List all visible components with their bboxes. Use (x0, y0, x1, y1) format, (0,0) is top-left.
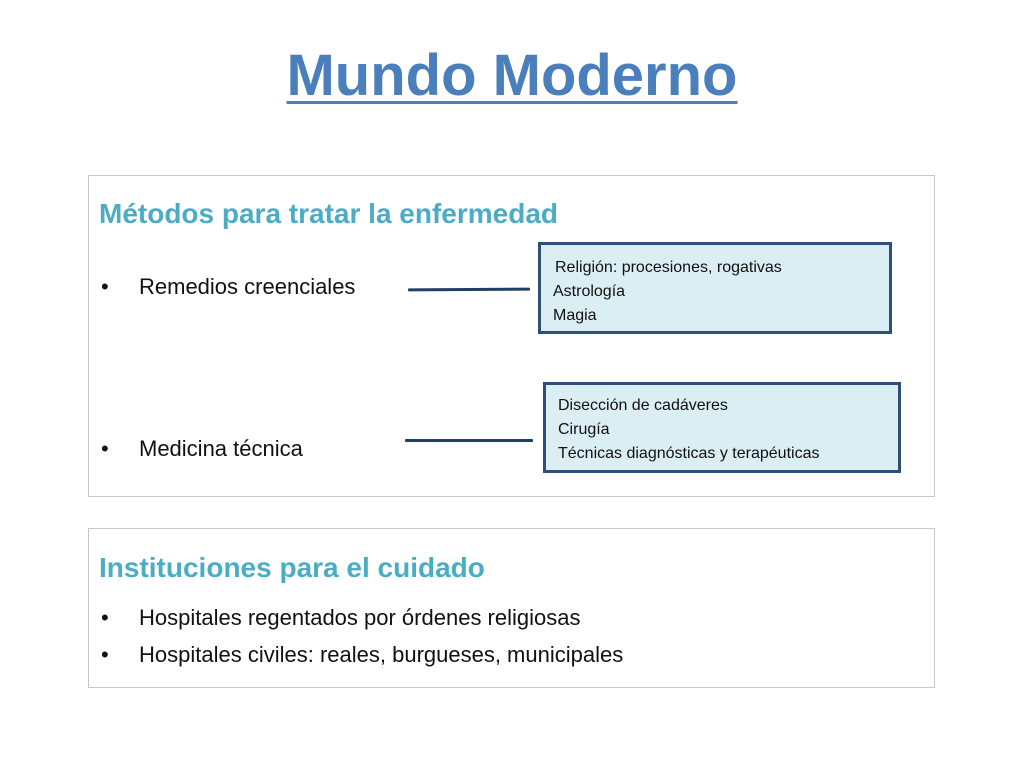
institutions-heading: Instituciones para el cuidado (99, 552, 485, 583)
methods-heading: Métodos para tratar la enfermedad (99, 198, 559, 229)
bullet-marker: • (101, 274, 109, 299)
detail-line: Cirugía (558, 421, 610, 438)
bullet-item-label: Hospitales civiles: reales, burgueses, municipales (139, 642, 624, 667)
bullet-item-label: Medicina técnica (139, 436, 303, 461)
bullet-item-label: Remedios creenciales (139, 274, 356, 299)
bullet-item-hospitales-civiles (99, 642, 623, 668)
bullet-item-medicina-tecnica (99, 436, 303, 462)
connector-line-remedios (408, 288, 530, 292)
bullet-item-hospitales-religiosos (99, 605, 580, 631)
connector-line-medicina (405, 439, 533, 442)
detail-line: Técnicas diagnósticas y terapéuticas (558, 445, 820, 462)
detail-box-remedios-creenciales (538, 242, 892, 334)
bullet-marker: • (101, 642, 109, 667)
institutions-panel (88, 528, 935, 688)
detail-line: Astrología (553, 283, 626, 300)
slide-title: Mundo Moderno (286, 43, 738, 108)
bullet-item-remedios-creenciales (99, 274, 355, 300)
bullet-marker: • (101, 436, 109, 461)
detail-line: Religión: procesiones, rogativas (555, 259, 782, 276)
detail-line: Magia (553, 307, 597, 324)
detail-box-medicina-tecnica (543, 382, 901, 473)
bullet-item-label: Hospitales regentados por órdenes religiosas (139, 605, 581, 630)
bullet-marker: • (101, 605, 109, 630)
detail-line: Disección de cadáveres (558, 397, 728, 414)
